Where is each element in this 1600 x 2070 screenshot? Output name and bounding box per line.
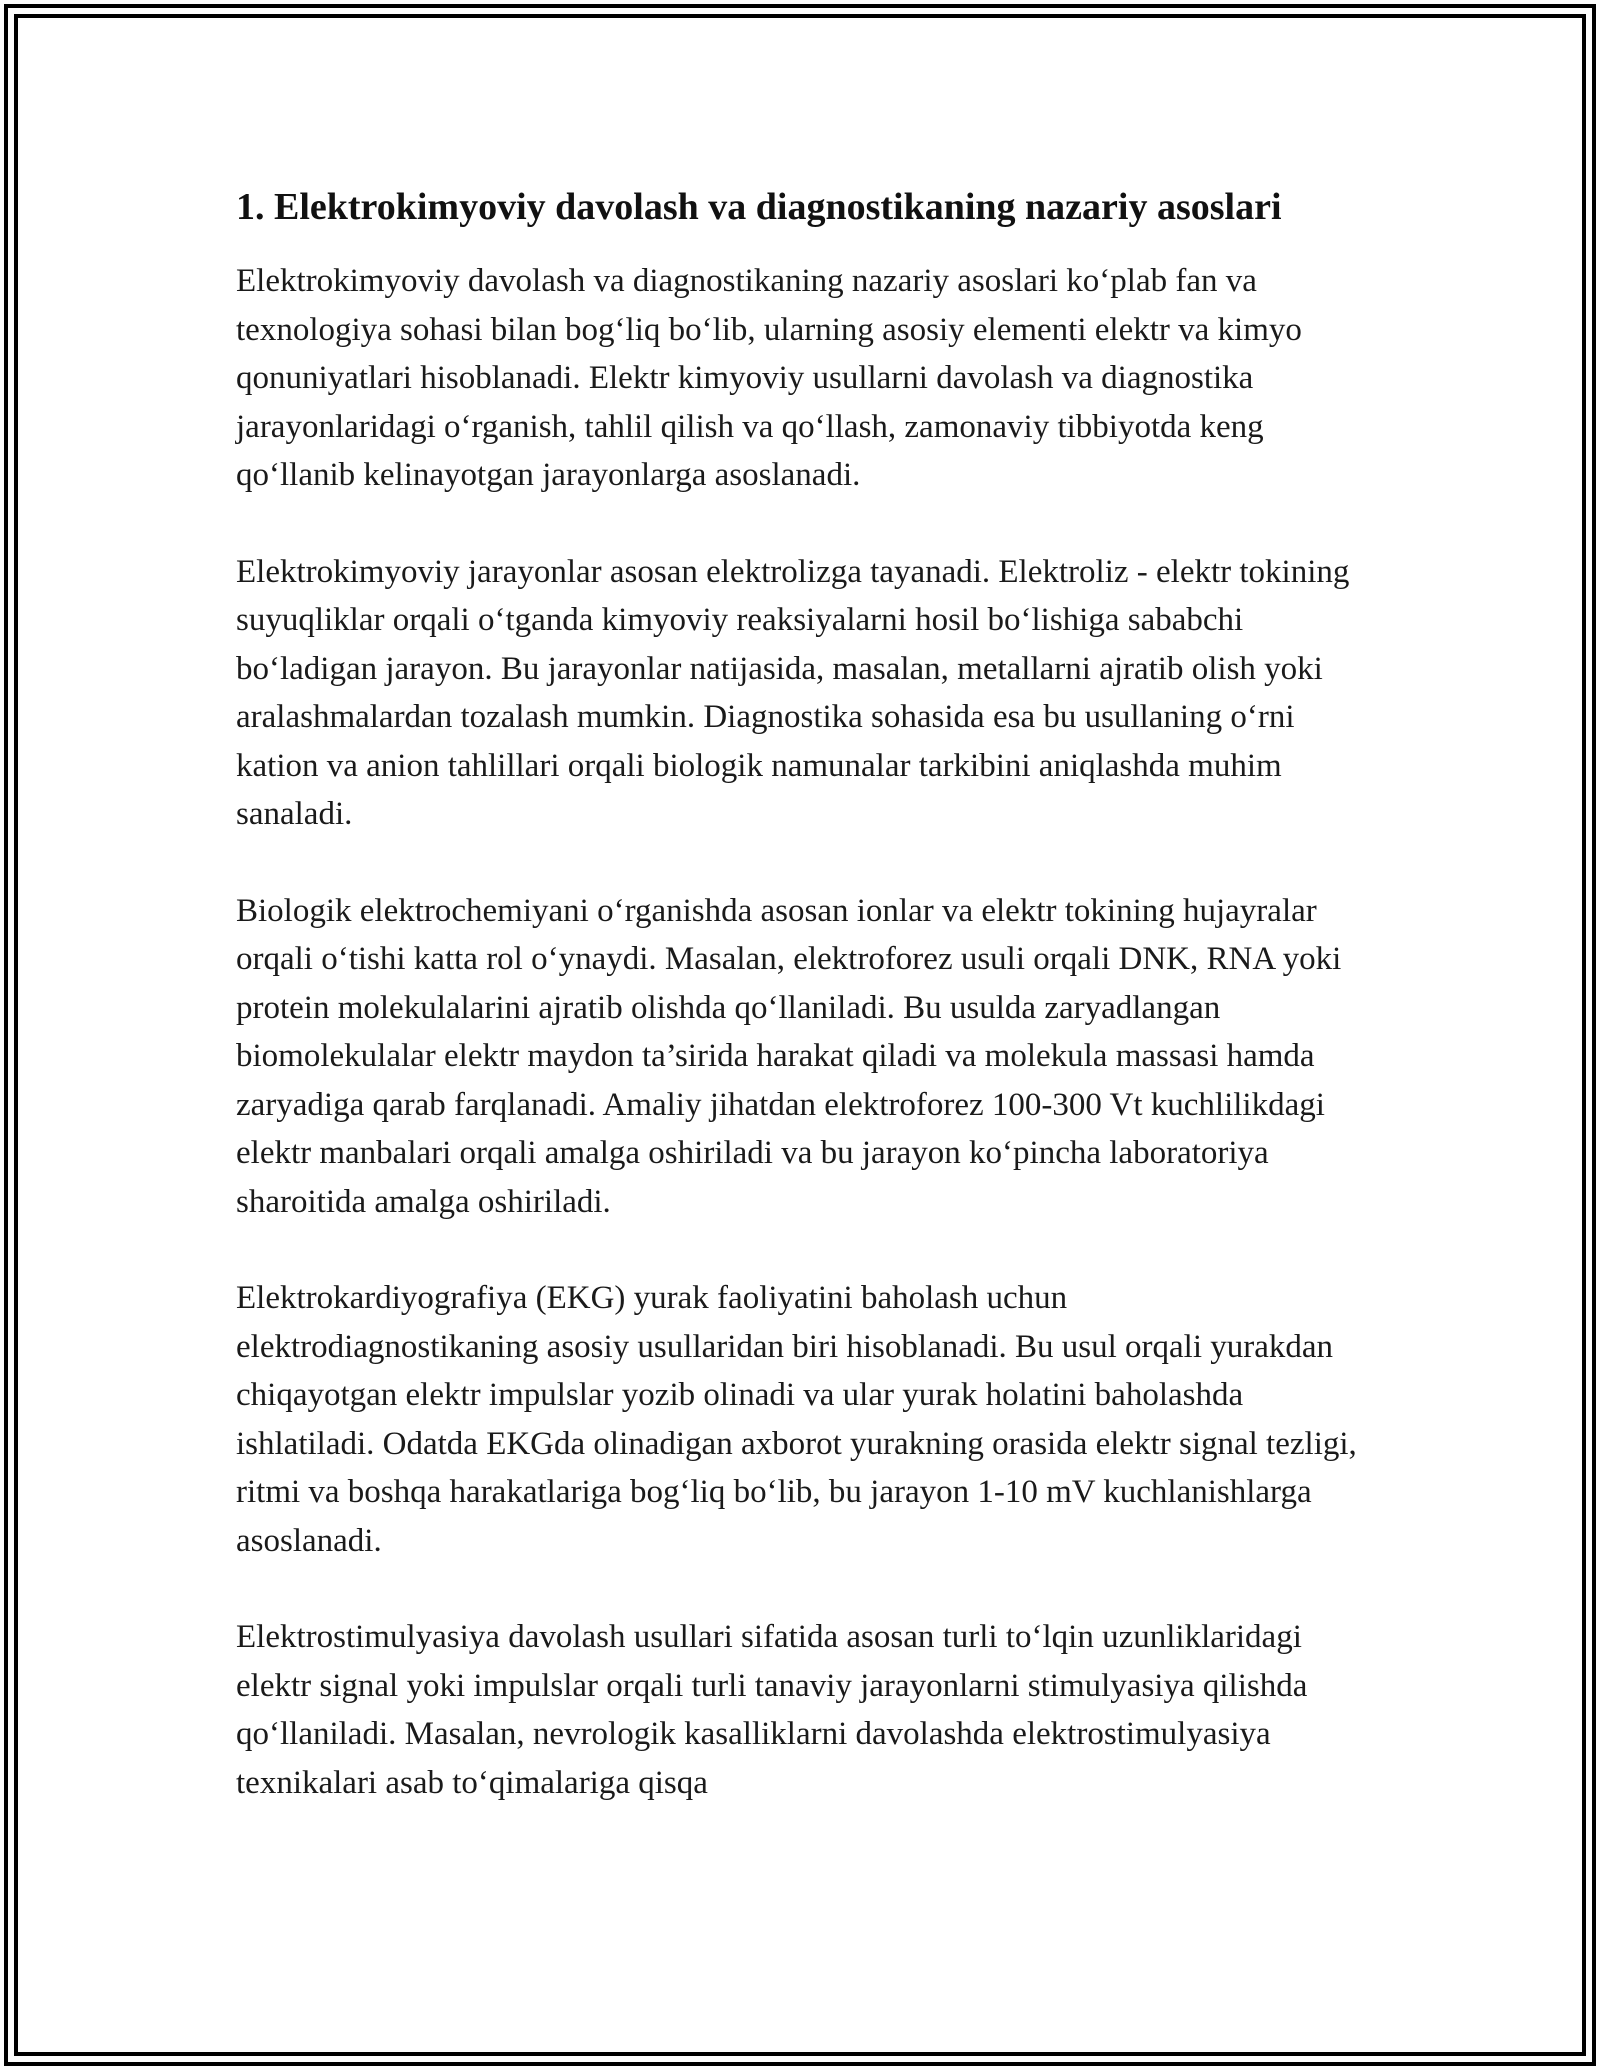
paragraph-3: Biologik elektrochemiyani o‘rganishda asosan ionlar va elektr tokining hujayralar orqali o‘tishi katta rol o‘ynaydi. Masalan, elektroforez usuli orqali DNK, RNA yoki protein molekulalarini ajratib olishda qo‘llaniladi. Bu usulda zaryadlangan biomolekulalar elektr maydon ta’sirida harakat qiladi va molekula massasi hamda zaryadiga qarab farqlanadi. Amaliy jihatdan elektroforez 100-300 Vt kuchlilikdagi elektr manbalari orqali amalga oshiriladi va bu jarayon ko‘pincha laboratoriya sharoitida amalga oshiriladi. <box>236 892 1342 1220</box>
paragraph-5: Elektrostimulyasiya davolash usullari sifatida asosan turli to‘lqin uzunliklaridagi elektr signal yoki impulslar orqali turli tanaviy jarayonlarni stimulyasiya qilishda qo‘llaniladi. Masalan, nevrologik kasalliklarni davolashda elektrostimulyasiya texnikalari asab to‘qimalariga qisqa <box>236 1619 1308 1801</box>
paragraph-2: Elektrokimyoviy jarayonlar asosan elektrolizga tayanadi. Elektroliz - elektr tokining suyuqliklar orqali o‘tganda kimyoviy reaksiyalarni hosil bo‘lishiga sababchi bo‘ladigan jarayon. Bu jarayonlar natijasida, masalan, metallarni ajratib olish yoki aralashmalardan tozalash mumkin. Diagnostika sohasida esa bu usullaning o‘rni kation va anion tahlillari orqali biologik namunalar tarkibini aniqlashda muhim sanaladi. <box>236 553 1350 832</box>
paragraph-4: Elektrokardiyografiya (EKG) yurak faoliyatini baholash uchun elektrodiagnostikaning asosiy usullaridan biri hisoblanadi. Bu usul orqali yurakdan chiqayotgan elektr impulslar yozib olinadi va ular yurak holatini baholashda ishlatiladi. Odatda EKGda olinadigan axborot yurakning orasida elektr signal tezligi, ritmi va boshqa harakatlariga bog‘liq bo‘lib, bu jarayon 1-10 mV kuchlanishlarga asoslanadi. <box>236 1280 1357 1559</box>
paragraph-1: Elektrokimyoviy davolash va diagnostikaning nazariy asoslari ko‘plab fan va texnologiya sohasi bilan bog‘liq bo‘lib, ularning asosiy elementi elektr va kimyo qonuniyatlari hisoblanadi. Elektr kimyoviy usullarni davolash va diagnostika jarayonlaridagi o‘rganish, tahlil qilish va qo‘llash, zamonaviy tibbiyotda keng qo‘llanib kelinayotgan jarayonlarga asoslanadi. <box>236 263 1302 493</box>
document-body <box>236 180 1376 1855</box>
section-heading: 1. Elektrokimyoviy davolash va diagnostikaning nazariy asoslari <box>236 186 1282 228</box>
